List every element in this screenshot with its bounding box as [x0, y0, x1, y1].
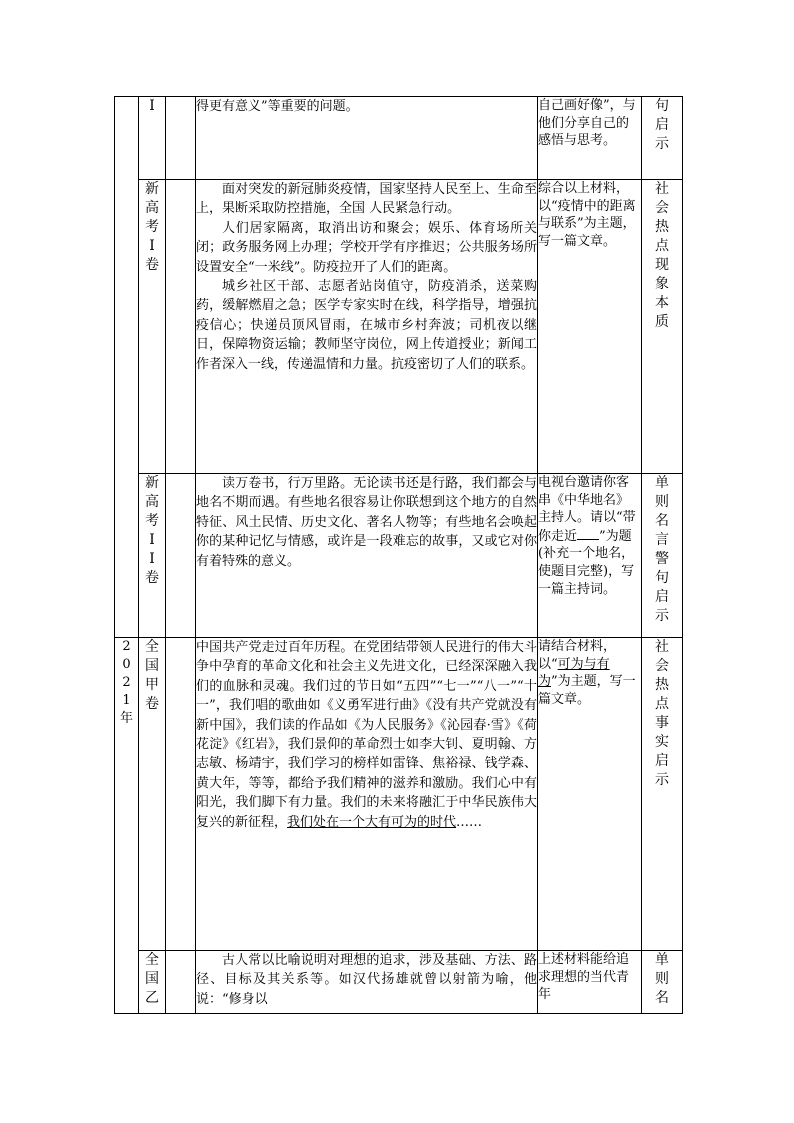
spacer-cell — [166, 951, 196, 1014]
material-cell — [196, 97, 538, 180]
underlined-text: 我们处在一个大有可为的时代 — [287, 814, 457, 830]
type-cell: 句 启 示 — [642, 97, 683, 180]
task-text: 自己画好像”，与他们分享自己的感悟与思考。 — [538, 98, 636, 149]
year-cell: 2 0 2 1 年 — [115, 638, 139, 1014]
paper-cell: 全 国 乙 — [139, 951, 166, 1014]
paper-cell: 新 高 考 I 卷 — [139, 180, 166, 474]
paper-cell: 新 高 考 I I 卷 — [139, 474, 166, 638]
task-text: 请结合材料，以“可为与有为”为主题，写一篇文章。 — [538, 639, 636, 707]
table-row — [115, 638, 683, 951]
task-text: 电视台邀请你客串《中华地名》主持人。请以“带你走近 ”为题(补充一个地名，使题目完整)，写一篇主持词。 — [538, 475, 636, 597]
material-paragraph: 中国共产党走过百年历程。在党团结带领人民进行的伟大斗争中孕育的革命文化和社会主义先进文化，已经深深融入我们的血脉和灵魂。我们过的节日如“五四”“七一”“八一”“十一”，我们唱的歌曲如《义勇军进行曲》《没有共产党就没有新中国》，我们读的作品如《为人民服务》《沁园春·雪》《荷花淀》《红岩》，我们景仰的革命烈士如李大钊、夏明翰、方志敏、杨靖宇，我们学习的榜样如雷锋、焦裕禄、钱学森、黄大年，等等，都给予我们精神的滋养和激励。我们心中有阳光，我们脚下有力量。我们的未来将融汇于中华民族伟大复兴的新征程，我们处在一个大有可为的时代…… — [196, 640, 537, 830]
exam-table — [114, 96, 683, 1014]
spacer-cell — [166, 474, 196, 638]
task-cell — [538, 180, 642, 474]
spacer-cell — [166, 638, 196, 951]
spacer-cell — [166, 180, 196, 474]
material-cell — [196, 951, 538, 1014]
material-paragraph: 城乡社区干部、志愿者站岗值守，防疫消杀，送菜购药，缓解燃眉之急；医学专家实时在线，科学指导，增强抗疫信心；快递员顶风冒雨，在城市乡村奔波；司机夜以继日，保障物资运输；教师坚守岗位，网上传道授业；新闻工作者深入一线，传递温情和力量。抗疫密切了人们的联系。 — [196, 279, 537, 372]
year-cell — [115, 97, 139, 638]
material-paragraph: 面对突发的新冠肺炎疫情，国家坚持人民至上、生命至上，果断采取防控措施，全国 人民紧急行动。 — [196, 182, 537, 217]
material-cell — [196, 474, 538, 638]
paper-cell: 全 国 甲 卷 — [139, 638, 166, 951]
material-cell — [196, 180, 538, 474]
table-row — [115, 97, 683, 180]
task-cell — [538, 638, 642, 951]
type-cell: 社 会 热 点 事 实 启 示 — [642, 638, 683, 951]
type-cell: 社 会 热 点 现 象 本 质 — [642, 180, 683, 474]
spacer-cell — [166, 97, 196, 180]
task-cell — [538, 951, 642, 1014]
underlined-text: 可为与有为 — [538, 656, 610, 690]
type-cell: 单 则 名 言 警 句 启 示 — [642, 474, 683, 638]
table-row — [115, 180, 683, 474]
material-paragraph: 人们居家隔离，取消出访和聚会；娱乐、体育场所关闭；政务服务网上办理；学校开学有序推迟；公共服务场所设置安全“一米线”。防疫拉开了人们的距离。 — [196, 220, 537, 275]
paper-cell: I — [139, 97, 166, 180]
table-row — [115, 951, 683, 1014]
task-cell — [538, 97, 642, 180]
material-paragraph: 古人常以比喻说明对理想的追求，涉及基础、方法、路径、目标及其关系等。如汉代扬雄就曾以射箭为喻，他说：“修身以 — [196, 953, 537, 1007]
task-cell — [538, 474, 642, 638]
material-paragraph: 读万卷书，行万里路。无论读书还是行路，我们都会与地名不期而遇。有些地名很容易让你联想到这个地方的自然特征、风土民情、历史文化、著名人物等；有些地名会唤起你的某种记忆与情感，或许是一段难忘的故事，又或它对你有着特殊的意义。 — [196, 476, 537, 569]
type-cell: 单 则 名 — [642, 951, 683, 1014]
blank-line — [577, 527, 599, 540]
task-text: 综合以上材料，以“疫情中的距离与联系”为主题，写一篇文章。 — [538, 181, 636, 249]
material-cell — [196, 638, 538, 951]
table-row — [115, 474, 683, 638]
task-text: 上述材料能给追求理想的当代青年 — [538, 952, 630, 1003]
material-paragraph: 得更有意义”等重要的问题。 — [196, 99, 359, 114]
